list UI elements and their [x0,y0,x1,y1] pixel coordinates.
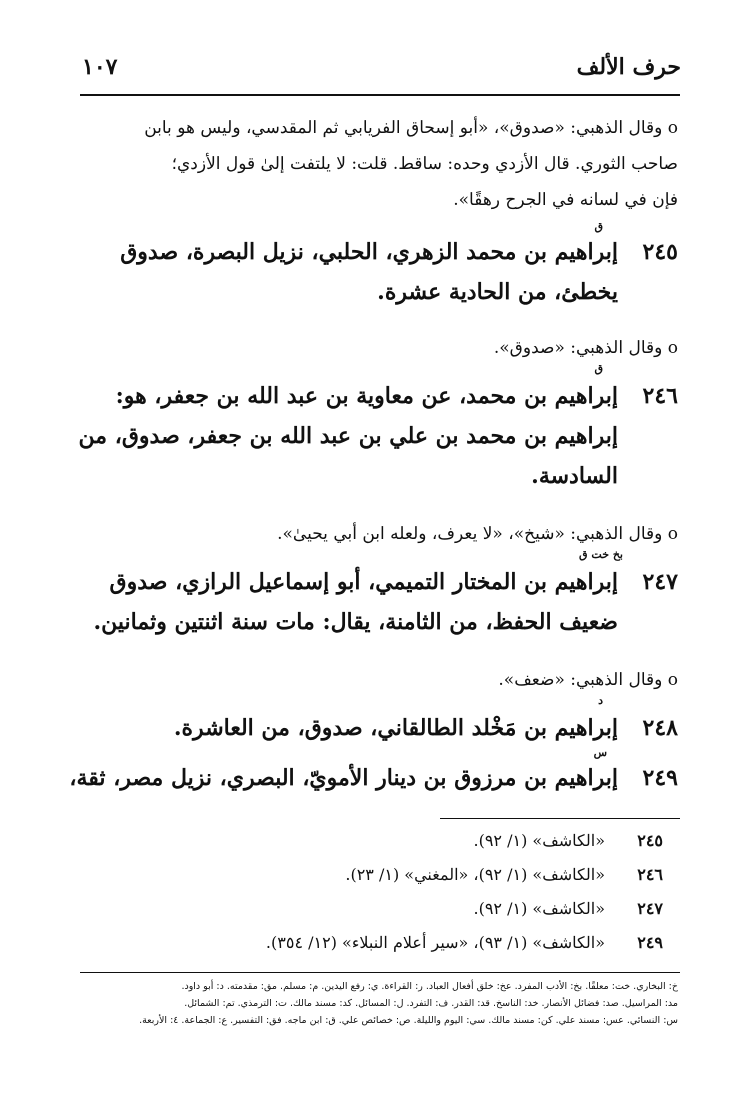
entry-line: يخطئ، من الحادية عشرة. [377,279,618,305]
entry-line: إبراهيم بن محمد الزهري، الحلبي، نزيل البصرة، صدوق [120,239,618,265]
entry-line: إبراهيم بن محمد، عن معاوية بن عبد الله بن جعفر، هو: [115,383,618,409]
footnote [266,892,663,926]
entry-number: ٢٤٨ [642,715,678,741]
note-line: o وقال الذهبي: «ضعف». [498,670,678,690]
footnote-number: ٢٤٩ [637,933,663,952]
entry-245 [120,232,678,312]
footnote [266,824,663,858]
entry-code: د [598,694,603,707]
entry-line: ضعيف الحفظ، من الثامنة، يقال: مات سنة اثنتين وثمانين. [93,609,618,635]
entry-line: إبراهيم بن مرزوق بن دينار الأمويّ، البصري، نزيل مصر، ثقة، [69,765,618,791]
footnote-text: «الكاشف» (١/ ٩٢). [473,899,605,918]
dhahabi-note-4 [498,662,678,698]
footnotes [266,824,663,960]
entry-line: إبراهيم بن المختار التميمي، أبو إسماعيل الرازي، صدوق [109,569,618,595]
entry-code: ق [594,220,603,233]
dhahabi-note-3 [277,516,678,552]
entry-248 [174,708,678,748]
page-number: ١٠٧ [82,54,118,80]
abbreviation-line: س: النسائي. عس: مسند علي. كن: مسند مالك. سي: اليوم والليلة. ص: خصائص علي. ق: ابن ماجه. فق: التفسير. ع: الجماعة. ٤: الأربعة. [139,1015,678,1026]
footnote-number: ٢٤٥ [637,831,663,850]
abbreviation-line: خ: البخاري. خت: معلقًا. بخ: الأدب المفرد. عخ: خلق أفعال العباد. ر: القراءة. ي: رفع اليدين. م: مسلم. مق: مقدمته. د: أبو داود. [181,981,678,992]
entry-number: ٢٤٩ [642,765,678,791]
note-line: o وقال الذهبي: «صدوق»، «أبو إسحاق الفريابي ثم المقدسي، وليس هو بابن [144,118,678,138]
footnote-text: «الكاشف» (١/ ٩٢). [473,831,605,850]
entry-number: ٢٤٥ [642,239,678,265]
entry-number: ٢٤٧ [642,569,678,595]
entry-code: س [593,746,607,759]
page-header-title: حرف الألف [576,54,681,80]
note-line: صاحب الثوري. قال الأزدي وحده: ساقط. قلت: لا يلتفت إلىٰ قول الأزدي؛ [171,154,678,174]
abbreviation-line: مد: المراسيل. صد: فضائل الأنصار. خد: الناسخ. قد: القدر. ف: التفرد. ل: المسائل. كد: مسند مالك. ت: الترمذي. تم: الشمائل. [184,998,678,1009]
footnote-rule [440,818,680,819]
note-line: o وقال الذهبي: «شيخ»، «لا يعرف، ولعله ابن أبي يحيىٰ». [277,524,678,544]
entry-code: بخ خت ق [579,548,623,561]
footnote-text: «الكاشف» (١/ ٩٢)، «المغني» (١/ ٢٣). [345,865,605,884]
entry-249 [69,758,678,798]
footnote-number: ٢٤٧ [637,899,663,918]
footnote-text: «الكاشف» (١/ ٩٣)، «سير أعلام النبلاء» (١٢/ ٣٥٤). [265,933,605,952]
entry-number: ٢٤٦ [642,383,678,409]
abbreviation-key [139,978,678,1029]
dhahabi-note-1 [144,110,678,218]
note-line: فإن في لسانه في الجرح رهقًا». [453,190,678,210]
entry-code: ق [594,362,603,375]
dhahabi-note-2 [494,330,678,366]
footnote-number: ٢٤٦ [637,865,663,884]
entry-line: السادسة. [531,463,618,489]
entry-line: إبراهيم بن مَخْلد الطالقاني، صدوق، من العاشرة. [173,715,618,741]
entry-246 [79,376,678,496]
entry-line: إبراهيم بن محمد بن علي بن عبد الله بن جعفر، صدوق، من [78,423,618,449]
header-rule [80,94,680,96]
entry-247 [94,562,678,642]
note-line: o وقال الذهبي: «صدوق». [493,338,678,358]
footnote [266,926,663,960]
abbreviation-rule [80,972,680,973]
footnote [266,858,663,892]
